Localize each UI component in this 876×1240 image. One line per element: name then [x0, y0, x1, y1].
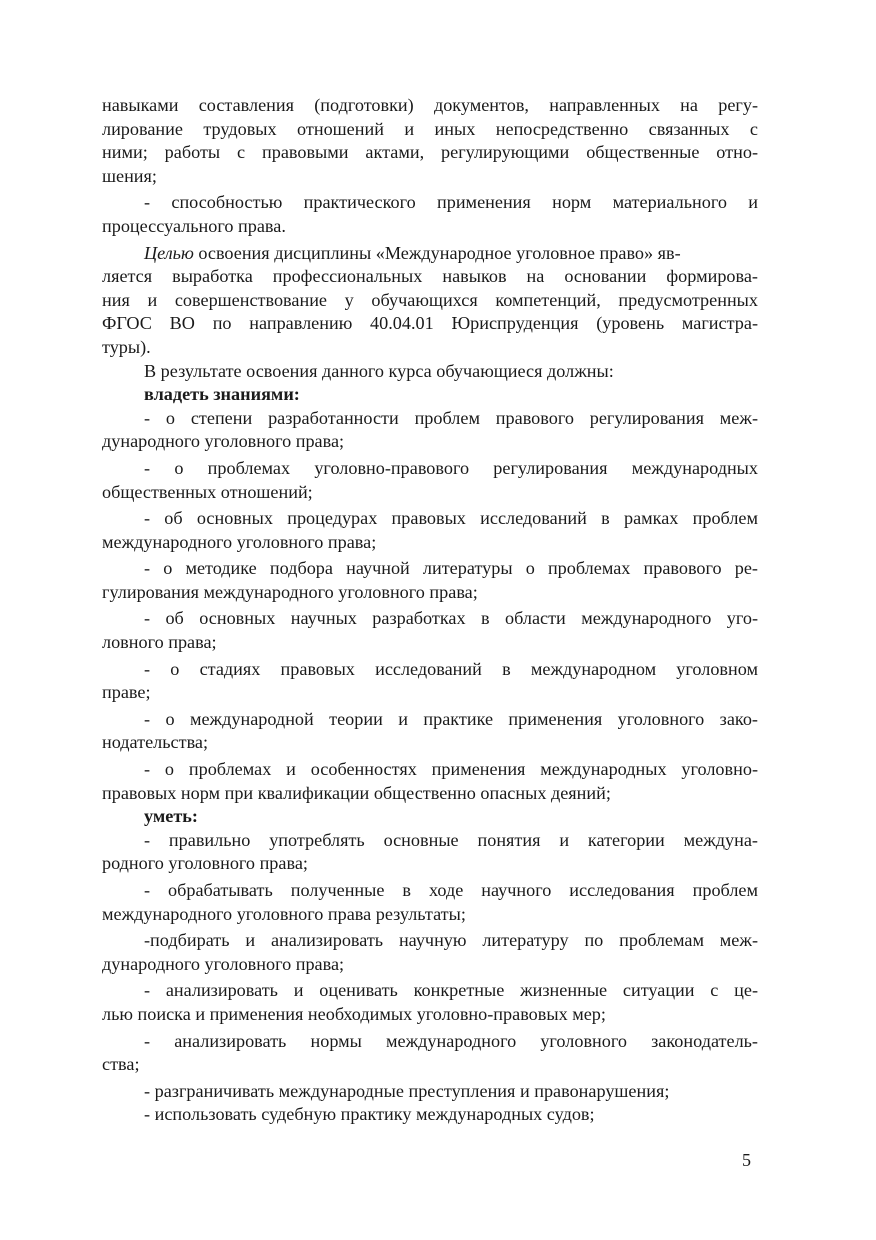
page-number: 5 — [742, 1150, 751, 1170]
text-line: - разграничивать международные преступления и правонарушения; — [144, 1080, 670, 1101]
text-line: международного уголовного права результаты; — [102, 903, 466, 924]
text-line: ФГОС ВО по направлению 40.04.01 Юриспруденция (уровень магистра- — [102, 313, 758, 334]
text-line: -подбирать и анализировать научную литературу по проблемам меж- — [144, 930, 758, 951]
text-line: - о стадиях правовых исследований в международном уголовном — [144, 658, 758, 679]
text-line: - о степени разработанности проблем правового регулирования меж- — [144, 407, 758, 428]
text-line: - о международной теории и практике применения уголовного зако- — [144, 708, 758, 729]
text-line: родного уголовного права; — [102, 853, 308, 874]
text-line: В результате освоения данного курса обучающиеся должны: — [144, 360, 614, 381]
text-line: ства; — [102, 1054, 140, 1075]
text-line: шения; — [102, 165, 157, 186]
text-line: ния и совершенствование у обучающихся компетенций, предусмотренных — [102, 289, 758, 310]
document-body — [102, 94, 758, 1127]
emphasis-word: Целью — [144, 242, 194, 263]
text-line: - способностью практического применения норм материального и — [144, 192, 758, 213]
text-line: международного уголовного права; — [102, 531, 377, 552]
text-line: - об основных процедурах правовых исследований в рамках проблем — [144, 508, 758, 529]
text-line: - анализировать и оценивать конкретные жизненные ситуации с це- — [144, 980, 758, 1001]
text-line: - о методике подбора научной литературы о проблемах правового ре- — [144, 558, 758, 579]
text-line: - обрабатывать полученные в ходе научного исследования проблем — [144, 880, 758, 900]
text-line: правовых норм при квалификации общественно опасных деяний; — [102, 782, 611, 803]
text-line: ними; работы с правовыми актами, регулирующими общественные отно- — [102, 142, 758, 163]
text-line: - правильно употреблять основные понятия и категории междуна- — [144, 829, 758, 850]
text-line: - анализировать нормы международного уголовного законодатель- — [144, 1030, 758, 1051]
text-line: праве; — [102, 682, 151, 703]
text-line: лью поиска и применения необходимых уголовно-правовых мер; — [102, 1003, 606, 1024]
text-line: - о проблемах уголовно-правового регулирования международных — [144, 457, 758, 478]
text-line: ляется выработка профессиональных навыков на основании формирова- — [102, 266, 758, 287]
text-line: гулирования международного уголовного права; — [102, 581, 478, 602]
text-line: лирование трудовых отношений и иных непосредственно связанных с — [102, 118, 758, 139]
text-line: туры). — [102, 336, 151, 357]
text-line: ловного права; — [102, 632, 217, 653]
text-line: - о проблемах и особенностях применения международных уголовно- — [144, 759, 758, 780]
text-fragment: освоения дисциплины «Международное уголовное право» яв- — [193, 242, 681, 263]
text-line — [102, 242, 758, 266]
text-line: навыками составления (подготовки) документов, направленных на регу- — [102, 95, 758, 115]
text-line: дународного уголовного права; — [102, 431, 345, 452]
text-line: процессуального права. — [102, 215, 286, 236]
text-line: - об основных научных разработках в области международного уго- — [144, 608, 758, 629]
section-heading: владеть знаниями: — [144, 384, 300, 405]
text-line: нодательства; — [102, 732, 209, 753]
text-line: дународного уголовного права; — [102, 953, 345, 974]
text-line: - использовать судебную практику международных судов; — [144, 1104, 595, 1125]
text-line: общественных отношений; — [102, 481, 313, 502]
section-heading: уметь: — [144, 806, 198, 827]
